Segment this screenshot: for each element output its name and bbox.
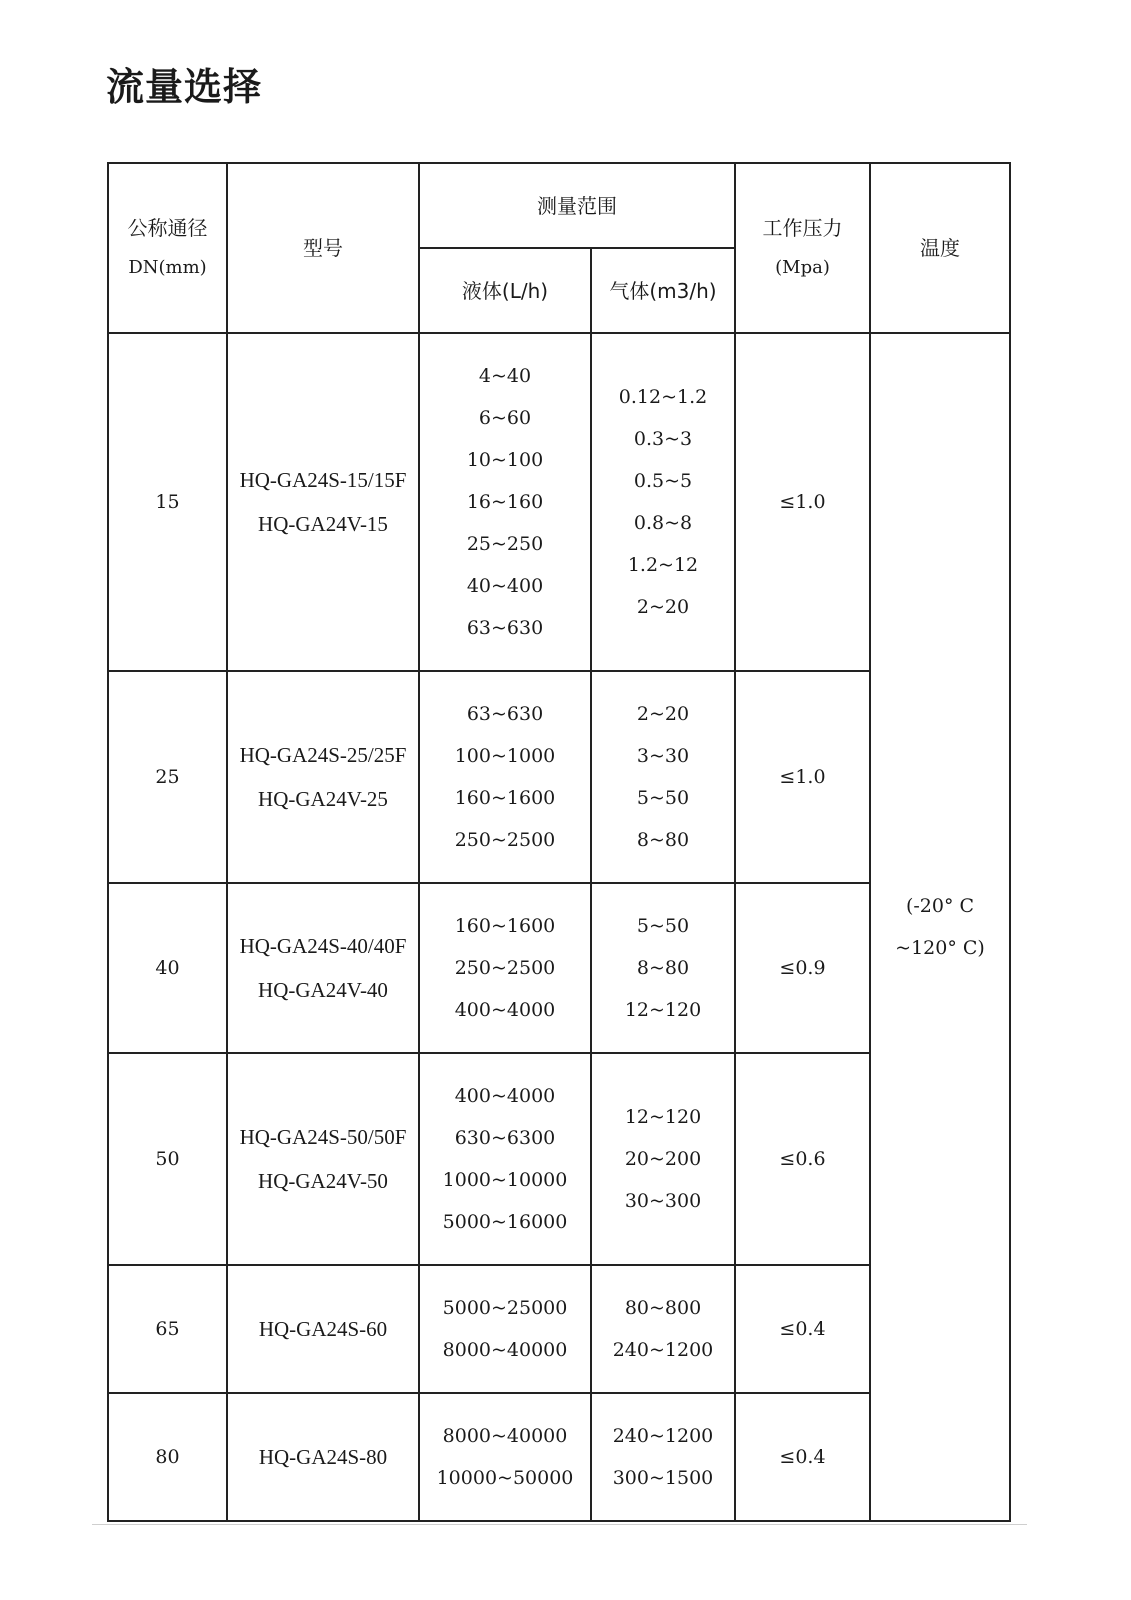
model-cell-line: HQ-GA24V-15 xyxy=(258,512,388,536)
model-cell xyxy=(227,1393,419,1521)
liquid-range-cell xyxy=(419,1265,591,1393)
gas-range-cell-line: 12~120 xyxy=(624,999,702,1021)
dn-cell: 80 xyxy=(108,1393,227,1521)
header-liquid: 液体(L/h) xyxy=(419,248,591,333)
model-cell-line: HQ-GA24S-25/25F xyxy=(239,743,407,767)
gas-range-cell xyxy=(591,883,735,1053)
header-dn-unit: DN(mm) xyxy=(128,257,207,278)
pressure-cell: ≤0.4 xyxy=(735,1265,870,1393)
gas-range-cell-line: 0.8~8 xyxy=(633,512,693,534)
dn-cell: 15 xyxy=(108,333,227,671)
gas-range-cell-line: 30~300 xyxy=(624,1190,702,1212)
gas-range-cell-line: 2~20 xyxy=(636,703,690,725)
gas-range-cell-line: 8~80 xyxy=(636,829,690,851)
dn-cell: 25 xyxy=(108,671,227,883)
header-model: 型号 xyxy=(227,163,419,333)
liquid-range-cell-line: 10000~50000 xyxy=(436,1467,574,1489)
liquid-range-cell-line: 400~4000 xyxy=(454,1085,556,1107)
gas-range-cell xyxy=(591,1053,735,1265)
model-cell-line: HQ-GA24S-40/40F xyxy=(239,934,407,958)
model-cell-line: HQ-GA24S-50/50F xyxy=(239,1125,407,1149)
gas-range-cell-line: 5~50 xyxy=(636,915,690,937)
table-row xyxy=(108,333,1010,671)
liquid-range-cell xyxy=(419,1393,591,1521)
gas-range-cell-line: 20~200 xyxy=(624,1148,702,1170)
liquid-range-cell-line: 5000~25000 xyxy=(442,1297,568,1319)
gas-range-cell-line: 2~20 xyxy=(636,596,690,618)
liquid-range-cell-line: 5000~16000 xyxy=(442,1211,568,1233)
temperature-line: (-20° C xyxy=(905,895,975,917)
gas-range-cell-line: 240~1200 xyxy=(612,1339,714,1361)
model-cell-line: HQ-GA24S-80 xyxy=(258,1445,388,1469)
pressure-cell: ≤0.9 xyxy=(735,883,870,1053)
liquid-range-cell-line: 10~100 xyxy=(466,449,544,471)
model-cell-line: HQ-GA24S-60 xyxy=(258,1317,388,1341)
gas-range-cell-line: 300~1500 xyxy=(612,1467,714,1489)
liquid-range-cell xyxy=(419,883,591,1053)
table-body xyxy=(108,333,1010,1521)
liquid-range-cell-line: 250~2500 xyxy=(454,829,556,851)
liquid-range-cell-line: 400~4000 xyxy=(454,999,556,1021)
liquid-range-cell-line: 63~630 xyxy=(466,703,544,725)
gas-range-cell-line: 0.12~1.2 xyxy=(618,386,708,408)
gas-range-cell-line: 3~30 xyxy=(636,745,690,767)
liquid-range-cell-line: 630~6300 xyxy=(454,1127,556,1149)
liquid-range-cell-line: 8000~40000 xyxy=(442,1339,568,1361)
flow-selection-table xyxy=(107,162,1011,1522)
model-cell xyxy=(227,333,419,671)
liquid-range-cell-line: 8000~40000 xyxy=(442,1425,568,1447)
liquid-range-cell xyxy=(419,333,591,671)
gas-range-cell-line: 80~800 xyxy=(624,1297,702,1319)
gas-range-cell xyxy=(591,1393,735,1521)
pressure-cell: ≤1.0 xyxy=(735,333,870,671)
gas-range-cell-line: 12~120 xyxy=(624,1106,702,1128)
model-cell xyxy=(227,1053,419,1265)
dn-cell: 65 xyxy=(108,1265,227,1393)
liquid-range-cell-line: 6~60 xyxy=(478,407,532,429)
liquid-range-cell-line: 160~1600 xyxy=(454,787,556,809)
liquid-range-cell xyxy=(419,1053,591,1265)
header-pressure xyxy=(735,163,870,333)
bottom-divider xyxy=(92,1524,1027,1525)
header-pressure-unit: (Mpa) xyxy=(775,257,830,278)
header-temperature: 温度 xyxy=(870,163,1010,333)
gas-range-cell xyxy=(591,671,735,883)
temperature-line: ~120° C) xyxy=(895,937,985,959)
gas-range-cell xyxy=(591,333,735,671)
gas-range-cell xyxy=(591,1265,735,1393)
header-pressure-label: 工作压力 xyxy=(762,216,843,240)
gas-range-cell-line: 1.2~12 xyxy=(627,554,699,576)
page-title: 流量选择 xyxy=(106,65,263,109)
gas-range-cell-line: 5~50 xyxy=(636,787,690,809)
model-cell-line: HQ-GA24S-15/15F xyxy=(239,468,407,492)
temperature-cell xyxy=(870,333,1010,1521)
pressure-cell: ≤0.6 xyxy=(735,1053,870,1265)
model-cell-line: HQ-GA24V-50 xyxy=(258,1169,388,1193)
gas-range-cell-line: 0.3~3 xyxy=(633,428,693,450)
model-cell-line: HQ-GA24V-40 xyxy=(258,978,388,1002)
liquid-range-cell-line: 4~40 xyxy=(478,365,532,387)
model-cell xyxy=(227,671,419,883)
header-range: 测量范围 xyxy=(419,163,735,248)
liquid-range-cell-line: 63~630 xyxy=(466,617,544,639)
liquid-range-cell-line: 160~1600 xyxy=(454,915,556,937)
pressure-cell: ≤0.4 xyxy=(735,1393,870,1521)
liquid-range-cell-line: 100~1000 xyxy=(454,745,556,767)
pressure-cell: ≤1.0 xyxy=(735,671,870,883)
liquid-range-cell-line: 40~400 xyxy=(466,575,544,597)
gas-range-cell-line: 8~80 xyxy=(636,957,690,979)
dn-cell: 50 xyxy=(108,1053,227,1265)
liquid-range-cell-line: 25~250 xyxy=(466,533,544,555)
liquid-range-cell xyxy=(419,671,591,883)
header-dn-label: 公称通径 xyxy=(127,216,208,240)
liquid-range-cell-line: 16~160 xyxy=(466,491,544,513)
model-cell xyxy=(227,883,419,1053)
header-gas: 气体(m3/h) xyxy=(591,248,735,333)
model-cell xyxy=(227,1265,419,1393)
gas-range-cell-line: 0.5~5 xyxy=(633,470,693,492)
liquid-range-cell-line: 1000~10000 xyxy=(442,1169,568,1191)
header-dn xyxy=(108,163,227,333)
model-cell-line: HQ-GA24V-25 xyxy=(258,787,388,811)
dn-cell: 40 xyxy=(108,883,227,1053)
gas-range-cell-line: 240~1200 xyxy=(612,1425,714,1447)
liquid-range-cell-line: 250~2500 xyxy=(454,957,556,979)
